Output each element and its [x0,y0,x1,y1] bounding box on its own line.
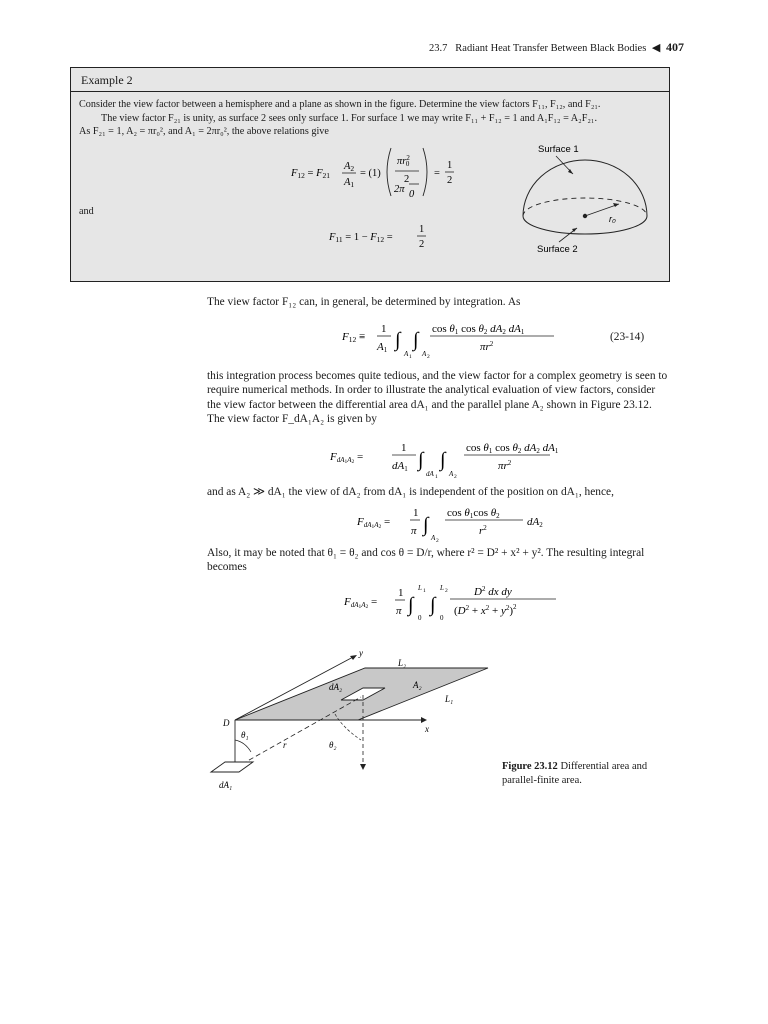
svg-text:1: 1 [447,160,453,171]
svg-text:cos θ1 cos θ2 dA2 dA1: cos θ1 cos θ2 dA2 dA1 [466,442,559,455]
svg-text:2: 2 [404,174,410,185]
x-axis-label: x [425,724,429,734]
figure-23-12 [205,648,505,798]
svg-text:∫: ∫ [395,329,401,351]
svg-text:2: 2 [454,474,457,480]
svg-text:∫: ∫ [423,514,429,536]
svg-text:D2 dx dy: $D^2$ dx dy [474,585,512,598]
svg-text:2π: 2π [394,184,405,195]
svg-text:∫: ∫ [413,329,419,351]
svg-text:dA: dA [426,470,434,478]
svg-text:A2: A2 [344,161,355,173]
svg-text:2: 2 [427,354,430,360]
svg-text:2: 2 [419,239,425,250]
svg-text:∫: ∫ [408,594,414,616]
svg-text:1: 1 [409,354,412,360]
svg-text:L: L [440,584,444,592]
svg-text:1: 1 [398,587,404,599]
dA2-label: dA₂ [329,682,343,692]
equation-integral-final [342,580,572,624]
svg-text:A: A [404,350,409,358]
svg-text:cos θ1cos θ2: cos θ1cos θ2 [447,507,500,520]
section-number: 23.7 [429,43,448,54]
dA1-label: dA₁ [219,780,233,790]
svg-text:π: π [396,605,402,617]
svg-text:1: 1 [419,224,425,235]
svg-text:1: 1 [381,323,387,335]
D-label: D [223,718,230,728]
svg-text:0: 0 [440,614,444,622]
equation-23-14 [340,316,580,362]
svg-text:r2: $r^2$ [479,524,487,537]
svg-text:FdA1A2 =: FdA1A2 = [344,596,378,610]
svg-text:∫: ∫ [418,449,424,471]
svg-text:A1: A1 [344,177,355,189]
y-axis-label: y [359,648,363,658]
example-line-3: As F₂₁ = 1, A₂ = πr₀², and A₁ = 2πr₀², the above relations give [79,126,329,137]
svg-text:FdA1A2 =: FdA1A2 = [357,516,391,530]
svg-text:= (1): = (1) [360,168,381,179]
dA1-element [211,762,253,772]
svg-text:cos θ1 cos θ2 dA2 dA1: cos θ1 cos θ2 dA2 dA1 [432,323,525,336]
equation-F-simplified [355,503,555,543]
svg-text:2: 2 [445,588,448,594]
svg-text:=: = [434,168,440,179]
svg-text:2: 2 [447,175,453,186]
example-line-1: Consider the view factor between a hemisphere and a plane as shown in the figure. Determine the view factors F₁₁, F₁₂, and F₂₁. [79,99,601,110]
example-title: Example 2 [71,68,669,92]
svg-text:dA1: dA1 [392,460,408,473]
svg-text:1: 1 [413,507,419,519]
hemisphere-diagram [511,144,661,269]
page-number: 407 [666,40,684,54]
figure-caption [502,760,682,787]
equation-F-dA1A2 [328,436,568,482]
figure-caption-label: Figure 23.12 [502,761,558,772]
paragraph-1: The view factor F₁₂ can, in general, be determined by integration. As [207,296,521,308]
svg-text:∫: ∫ [440,449,446,471]
L1-label: L₁ [445,694,454,704]
paragraph-3: and as A₂ ≫ dA₁ the view of dA₂ from dA₁ is independent of the position on dA₁, hence, [207,486,614,498]
svg-text:F11 = 1 − F12 =: F11 = 1 − F12 = [329,232,393,244]
svg-text:A: A [449,470,454,478]
svg-text:dA2: dA2 [527,516,543,529]
surface-1-label: Surface 1 [538,144,579,155]
equation-number: (23-14) [610,331,645,343]
svg-text:(D2 + x2 + y2)2: $(D^2 + x^2 + y^2)^2$ [454,603,517,617]
svg-text:1: 1 [423,588,426,594]
svg-text:1: 1 [401,442,407,454]
example-text [79,98,667,139]
svg-text:∫: ∫ [430,594,436,616]
L2-label: L₂ [398,658,407,668]
svg-text:πr2: $\pi r^2$ [480,340,494,353]
svg-text:1: 1 [435,474,438,480]
paragraph-2: this integration process becomes quite tedious, and the view factor for a complex geometry is seen to require numerical methods. In order to illustrate the analytical evaluation of view factors, consider the view factor between the differential area dA₁ and the parallel plane A₂ shown in Figure 23.12. The view factor F_dA₁A₂ is given by [207,370,668,425]
example-box [70,67,670,282]
svg-text:A: A [422,350,427,358]
svg-text:πr2: $\pi r^2$ [498,459,512,472]
svg-text:L: L [418,584,422,592]
r-label: r [283,740,287,750]
triangle-marker-icon: ◀ [651,42,661,54]
radius-label: r₀ [609,214,616,224]
section-title: Radiant Heat Transfer Between Black Bodies [455,43,647,54]
paragraph-4: Also, it may be noted that θ₁ = θ₂ and cos θ = D/r, where r² = D² + x² + y². The resulting integral becomes [207,547,645,574]
theta2-label: θ₂ [329,740,337,750]
svg-text:FdA1A2 =: FdA1A2 = [330,451,364,465]
svg-text:F12 ≡: F12 ≡ [342,331,366,344]
theta1-label: θ₁ [241,730,249,740]
svg-text:0: 0 [409,189,415,200]
and-label: and [79,206,94,217]
running-header [429,40,684,55]
surface-2-label: Surface 2 [537,244,578,255]
svg-text:πr20: $\pi r^2$ 0 [397,154,410,168]
example-line-2: The view factor F₂₁ is unity, as surface 2 sees only surface 1. For surface 1 we may write F₁₁ + F₁₂ = 1 and A₁F₁₂ = A₂F₂₁. [101,112,598,124]
svg-text:F12 = F21: F12 = F21 [291,168,331,180]
svg-text:A1: A1 [377,341,388,354]
svg-text:A: A [431,534,436,542]
figure-caption-text: Differential area and parallel-finite area. [502,761,648,786]
example-equations [281,140,461,260]
svg-text:2: 2 [436,538,439,543]
svg-text:π: π [411,525,417,537]
A2-label: A₂ [413,680,422,690]
svg-text:0: 0 [418,614,422,622]
